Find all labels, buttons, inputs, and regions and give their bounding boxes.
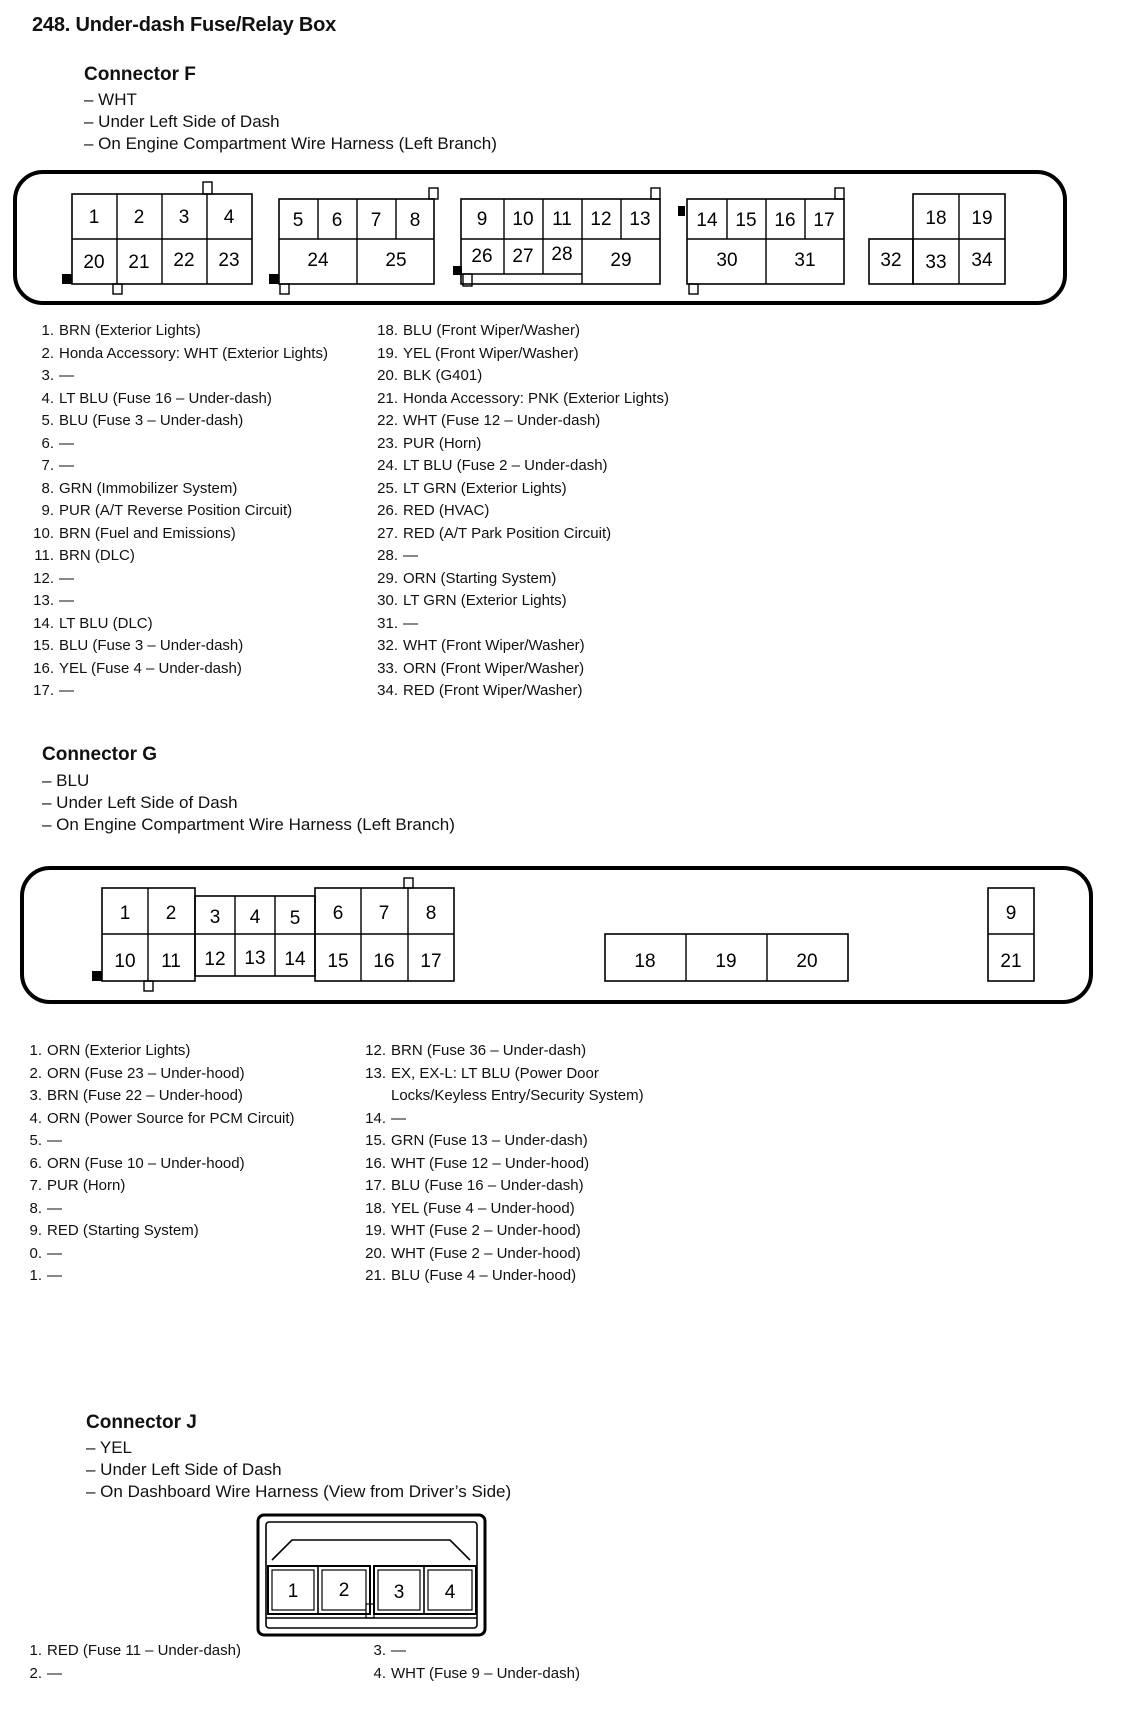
cavity-label-f-33: 33	[925, 252, 947, 273]
connector-f-diagram	[0, 0, 1136, 320]
cavity-label-f-24: 24	[307, 250, 329, 271]
connector-f-pin-row	[368, 680, 669, 703]
cavity-label-g-14: 14	[284, 949, 306, 970]
pin-description: BRN (Fuse 22 – Under-hood)	[47, 1087, 243, 1104]
cavity-label-f-23: 23	[218, 250, 240, 271]
connector-f-pin-row	[368, 500, 669, 523]
pin-description: BRN (Fuse 36 – Under-dash)	[391, 1042, 587, 1059]
pin-number: 12.	[365, 1042, 386, 1059]
pin-number: 4.	[373, 1664, 386, 1682]
pin-number: 1.	[29, 1267, 42, 1284]
pin-number: 20.	[365, 1244, 386, 1262]
pin-number: 24.	[377, 457, 398, 474]
cavity-label-f-27: 27	[512, 246, 534, 267]
cavity-label-f-19: 19	[971, 208, 993, 229]
pin-description: WHT (Front Wiper/Washer)	[403, 637, 585, 654]
connector-j-title: Connector J	[86, 1412, 197, 1433]
connector-g-pin-row	[12, 1063, 295, 1086]
connector-g-pin-row	[12, 1130, 295, 1153]
pin-description: —	[403, 547, 418, 564]
cavity-label-g-3: 3	[209, 907, 221, 928]
connector-f-color: – WHT	[84, 90, 137, 109]
pin-number: 13.	[365, 1064, 386, 1082]
pin-number: 18.	[377, 322, 398, 339]
connector-g-harness: – On Engine Compartment Wire Harness (Left Branch)	[42, 815, 455, 834]
pin-description: —	[403, 614, 418, 632]
pin-description: —	[47, 1267, 62, 1284]
connector-f-pin-row	[368, 635, 669, 658]
pin-description: LT GRN (Exterior Lights)	[403, 479, 567, 497]
connector-f-pin-row	[368, 658, 669, 681]
cavity-label-f-2: 2	[133, 207, 145, 228]
pin-number: 11.	[34, 547, 54, 564]
pin-number: 23.	[377, 434, 398, 452]
connector-j-color: – YEL	[86, 1438, 133, 1457]
cavity-label-f-28: 28	[551, 244, 573, 265]
cavity-label-f-7: 7	[370, 210, 382, 231]
pin-description: LT GRN (Exterior Lights)	[403, 592, 567, 609]
connector-j-pin-row	[12, 1640, 241, 1663]
cavity-label-f-29: 29	[610, 250, 632, 271]
pin-description: —	[59, 434, 74, 452]
cavity-label-f-5: 5	[292, 210, 304, 231]
cavity-label-f-22: 22	[173, 250, 195, 271]
connector-g-diagram	[0, 850, 1136, 1010]
pin-description: BRN (DLC)	[59, 547, 135, 564]
pin-number: 0.	[29, 1244, 42, 1262]
pin-description: ORN (Fuse 10 – Under-hood)	[47, 1154, 245, 1172]
pin-description: ORN (Power Source for PCM Circuit)	[47, 1109, 295, 1127]
connector-g-pin-row	[12, 1243, 295, 1266]
connector-g-pins-left	[12, 1040, 295, 1288]
cavity-label-g-4: 4	[249, 907, 261, 928]
connector-f-pin-row	[368, 410, 669, 433]
cavity-label-g-9: 9	[1005, 903, 1017, 924]
pin-number: 28.	[377, 547, 398, 564]
connector-f-pin-row	[24, 613, 328, 636]
pin-description: RED (HVAC)	[403, 502, 490, 519]
pin-number: 2.	[29, 1064, 42, 1082]
cavity-label-g-10: 10	[114, 951, 136, 972]
connector-f-pins-right	[368, 320, 669, 703]
pin-description: BLK (G401)	[403, 367, 483, 384]
connector-g-pin-row	[356, 1265, 716, 1288]
connector-g-details	[42, 770, 455, 836]
connector-j-pin-row	[356, 1640, 580, 1663]
cavity-label-f-13: 13	[629, 209, 651, 230]
cavity-label-j-4: 4	[444, 1582, 456, 1603]
pin-description: BRN (Fuel and Emissions)	[59, 524, 236, 542]
pin-description: WHT (Fuse 9 – Under-dash)	[391, 1664, 580, 1682]
connector-g-pin-row	[356, 1175, 716, 1198]
pin-number: 10.	[33, 524, 54, 542]
pin-description: GRN (Immobilizer System)	[59, 479, 238, 497]
page-title: 248. Under-dash Fuse/Relay Box	[32, 14, 337, 36]
pin-description: RED (A/T Park Position Circuit)	[403, 524, 612, 542]
connector-j-pins-right	[356, 1640, 580, 1685]
connector-f-pin-row	[24, 545, 328, 568]
connector-f-pins-left	[24, 320, 328, 703]
pin-description: ORN (Exterior Lights)	[47, 1042, 191, 1059]
pin-number: 8.	[29, 1199, 42, 1217]
pin-description: WHT (Fuse 12 – Under-dash)	[403, 412, 601, 429]
cavity-label-f-17: 17	[813, 210, 835, 231]
pin-description: BLU (Fuse 4 – Under-hood)	[391, 1267, 577, 1284]
pin-number: 20.	[377, 367, 398, 384]
pin-number: 33.	[377, 659, 398, 677]
connector-f-pin-row	[24, 680, 328, 703]
connector-j-pins-left	[12, 1640, 241, 1685]
cavity-label-f-31: 31	[794, 250, 816, 271]
pin-description: —	[47, 1132, 62, 1149]
connector-f-pin-row	[24, 455, 328, 478]
connector-g-pin-row	[12, 1220, 295, 1243]
pin-description: WHT (Fuse 2 – Under-hood)	[391, 1222, 581, 1239]
cavity-label-f-3: 3	[178, 207, 190, 228]
cavity-label-g-19: 19	[715, 951, 737, 972]
connector-f-pin-row	[24, 433, 328, 456]
pin-number: 3.	[373, 1642, 386, 1659]
pin-description: ORN (Fuse 23 – Under-hood)	[47, 1064, 245, 1082]
pin-description: ORN (Front Wiper/Washer)	[403, 659, 585, 677]
connector-g-pin-row	[12, 1175, 295, 1198]
pin-number: 21.	[365, 1267, 386, 1284]
cavity-label-g-17: 17	[420, 951, 442, 972]
connector-f-pin-row	[368, 320, 669, 343]
cavity-label-g-18: 18	[634, 951, 656, 972]
connector-f-location: – Under Left Side of Dash	[84, 112, 280, 131]
pin-number: 5.	[29, 1132, 42, 1149]
pin-description: YEL (Front Wiper/Washer)	[403, 344, 579, 362]
pin-description: —	[59, 592, 74, 609]
pin-number: 15.	[33, 637, 54, 654]
pin-number: 2.	[29, 1664, 42, 1682]
connector-f-pin-row	[24, 500, 328, 523]
connector-f-pin-row	[24, 658, 328, 681]
connector-g-pin-row	[356, 1108, 716, 1131]
connector-g-pin-row	[356, 1063, 716, 1108]
cavity-label-g-1: 1	[119, 903, 131, 924]
cavity-label-f-1: 1	[88, 207, 100, 228]
cavity-label-f-11: 11	[552, 209, 572, 230]
pin-description: RED (Starting System)	[47, 1222, 199, 1239]
pin-number: 4.	[41, 389, 54, 407]
cavity-label-j-2: 2	[338, 1580, 350, 1601]
connector-j-details	[86, 1437, 511, 1503]
cavity-label-f-15: 15	[735, 210, 757, 231]
connector-g-pin-row	[12, 1153, 295, 1176]
connector-f-pin-row	[368, 433, 669, 456]
connector-f-pin-row	[24, 388, 328, 411]
cavity-label-g-12: 12	[204, 949, 226, 970]
pin-number: 19.	[377, 344, 398, 362]
cavity-label-g-5: 5	[289, 908, 301, 929]
cavity-label-g-11: 11	[161, 951, 181, 972]
connector-f-pin-row	[368, 590, 669, 613]
cavity-label-f-12: 12	[590, 209, 612, 230]
connector-f-pin-row	[24, 320, 328, 343]
pin-number: 14.	[33, 614, 54, 632]
cavity-label-f-10: 10	[512, 209, 534, 230]
connector-j-location: – Under Left Side of Dash	[86, 1460, 282, 1479]
connector-f-pin-row	[368, 613, 669, 636]
pin-description: YEL (Fuse 4 – Under-dash)	[59, 659, 242, 677]
cavity-label-f-30: 30	[716, 250, 738, 271]
connector-g-pin-row	[12, 1085, 295, 1108]
connector-j-diagram	[0, 1500, 1136, 1640]
pin-description: PUR (A/T Reverse Position Circuit)	[59, 502, 293, 519]
pin-description: BRN (Exterior Lights)	[59, 322, 201, 339]
cavity-label-g-8: 8	[425, 903, 437, 924]
connector-f-pin-row	[24, 523, 328, 546]
pin-number: 7.	[29, 1177, 42, 1194]
pin-number: 31.	[377, 614, 398, 632]
pin-description: ORN (Starting System)	[403, 569, 557, 587]
connector-f-pin-row	[368, 388, 669, 411]
connector-g-pin-row	[356, 1040, 716, 1063]
pin-number: 6.	[29, 1154, 42, 1172]
cavity-label-g-16: 16	[373, 951, 395, 972]
pin-number: 14.	[365, 1109, 386, 1127]
pin-description: LT BLU (Fuse 16 – Under-dash)	[59, 389, 272, 407]
cavity-label-g-7: 7	[378, 903, 390, 924]
connector-f-harness: – On Engine Compartment Wire Harness (Left Branch)	[84, 134, 497, 153]
pin-number: 3.	[29, 1087, 42, 1104]
pin-number: 13.	[33, 592, 54, 609]
pin-description: —	[47, 1244, 62, 1262]
connector-g-pin-row	[356, 1220, 716, 1243]
cavity-label-f-26: 26	[471, 246, 493, 267]
pin-number: 25.	[377, 479, 398, 497]
pin-number: 18.	[365, 1199, 386, 1217]
pin-description: WHT (Fuse 2 – Under-hood)	[391, 1244, 581, 1262]
pin-description: Honda Accessory: WHT (Exterior Lights)	[59, 344, 328, 362]
connector-f-title: Connector F	[84, 64, 196, 85]
pin-number: 27.	[377, 524, 398, 542]
connector-f-pin-row	[24, 478, 328, 501]
connector-j-harness: – On Dashboard Wire Harness (View from Driver’s Side)	[86, 1482, 512, 1501]
cavity-label-f-4: 4	[223, 207, 235, 228]
pin-number: 1.	[41, 322, 54, 339]
connector-f-pin-row	[368, 568, 669, 591]
pin-number: 32.	[377, 637, 398, 654]
cavity-label-g-13: 13	[244, 948, 266, 969]
pin-number: 4.	[29, 1109, 42, 1127]
pin-number: 3.	[41, 367, 54, 384]
pin-description: —	[391, 1109, 406, 1127]
cavity-label-f-21: 21	[128, 252, 150, 273]
pin-number: 1.	[29, 1042, 42, 1059]
cavity-label-j-3: 3	[393, 1582, 405, 1603]
connector-g-pin-row	[356, 1153, 716, 1176]
pin-number: 22.	[377, 412, 398, 429]
pin-description: —	[391, 1642, 406, 1659]
pin-number: 30.	[377, 592, 398, 609]
cavity-label-f-32: 32	[880, 250, 902, 271]
pin-number: 16.	[33, 659, 54, 677]
pin-number: 12.	[33, 569, 54, 587]
connector-g-title: Connector G	[42, 744, 158, 765]
pin-description: Honda Accessory: PNK (Exterior Lights)	[403, 389, 669, 407]
pin-description: GRN (Fuse 13 – Under-dash)	[391, 1132, 588, 1149]
pin-number: 29.	[377, 569, 398, 587]
pin-number: 17.	[33, 682, 54, 699]
connector-f-pin-row	[368, 343, 669, 366]
pin-number: 9.	[41, 502, 54, 519]
connector-f-pin-row	[368, 523, 669, 546]
connector-g-pin-row	[356, 1243, 716, 1266]
pin-description: YEL (Fuse 4 – Under-hood)	[391, 1199, 575, 1217]
cavity-label-g-20: 20	[796, 951, 818, 972]
connector-j-pin-row	[356, 1663, 580, 1686]
connector-f-pin-row	[24, 410, 328, 433]
connector-g-pin-row	[12, 1198, 295, 1221]
pin-description: —	[59, 569, 74, 587]
pin-number: 9.	[29, 1222, 42, 1239]
pin-description: BLU (Fuse 16 – Under-dash)	[391, 1177, 584, 1194]
connector-g-location: – Under Left Side of Dash	[42, 793, 238, 812]
connector-j-pin-row	[12, 1663, 241, 1686]
pin-number: 6.	[41, 434, 54, 452]
pin-number: 2.	[41, 344, 54, 362]
pin-description: WHT (Fuse 12 – Under-hood)	[391, 1154, 590, 1172]
connector-f-pin-row	[24, 590, 328, 613]
cavity-label-j-1: 1	[287, 1581, 299, 1602]
cavity-label-g-6: 6	[332, 903, 344, 924]
pin-description: —	[47, 1664, 62, 1682]
cavity-label-f-16: 16	[774, 210, 796, 231]
pin-number: 7.	[41, 457, 54, 474]
connector-g-pin-row	[356, 1130, 716, 1153]
pin-description: BLU (Fuse 3 – Under-dash)	[59, 412, 244, 429]
cavity-label-f-20: 20	[83, 252, 105, 273]
pin-description: BLU (Fuse 3 – Under-dash)	[59, 637, 244, 654]
cavity-label-f-9: 9	[476, 209, 488, 230]
pin-number: 15.	[365, 1132, 386, 1149]
cavity-label-g-21: 21	[1000, 951, 1022, 972]
pin-number: 8.	[41, 479, 54, 497]
cavity-label-g-2: 2	[165, 903, 177, 924]
pin-number: 21.	[377, 389, 398, 407]
pin-number: 5.	[41, 412, 54, 429]
connector-f-pin-row	[24, 365, 328, 388]
cavity-label-f-6: 6	[331, 210, 343, 231]
cavity-label-f-25: 25	[385, 250, 407, 271]
pin-description: BLU (Front Wiper/Washer)	[403, 322, 580, 339]
connector-g-pin-row	[12, 1265, 295, 1288]
cavity-label-f-14: 14	[696, 210, 718, 231]
pin-description: RED (Fuse 11 – Under-dash)	[47, 1642, 241, 1659]
connector-f-pin-row	[24, 568, 328, 591]
connector-f-pin-row	[368, 478, 669, 501]
pin-description: PUR (Horn)	[403, 434, 482, 452]
pin-description: —	[59, 367, 74, 384]
connector-g-pin-row	[356, 1198, 716, 1221]
cavity-label-f-18: 18	[925, 208, 947, 229]
cavity-label-f-8: 8	[409, 210, 421, 231]
pin-description: —	[59, 682, 74, 699]
connector-g-pins-right	[356, 1040, 716, 1288]
pin-number: 17.	[365, 1177, 386, 1194]
connector-g-pin-row	[12, 1040, 295, 1063]
pin-description: LT BLU (DLC)	[59, 614, 153, 632]
cavity-label-f-34: 34	[971, 250, 993, 271]
connector-f-pin-row	[24, 635, 328, 658]
connector-g-pin-row	[12, 1108, 295, 1131]
connector-f-pin-row	[24, 343, 328, 366]
pin-description: EX, EX-L: LT BLU (Power Door Locks/Keyless Entry/Security System)	[391, 1064, 644, 1104]
pin-description: —	[59, 457, 74, 474]
connector-f-pin-row	[368, 365, 669, 388]
pin-description: PUR (Horn)	[47, 1177, 126, 1194]
cavity-label-g-15: 15	[327, 951, 349, 972]
pin-number: 19.	[365, 1222, 386, 1239]
pin-number: 26.	[377, 502, 398, 519]
connector-f-pin-row	[368, 545, 669, 568]
pin-number: 1.	[29, 1642, 42, 1659]
pin-description: —	[47, 1199, 62, 1217]
pin-number: 16.	[365, 1154, 386, 1172]
pin-description: RED (Front Wiper/Washer)	[403, 682, 583, 699]
connector-f-pin-row	[368, 455, 669, 478]
connector-g-color: – BLU	[42, 771, 90, 790]
pin-description: LT BLU (Fuse 2 – Under-dash)	[403, 457, 608, 474]
pin-number: 34.	[377, 682, 398, 699]
